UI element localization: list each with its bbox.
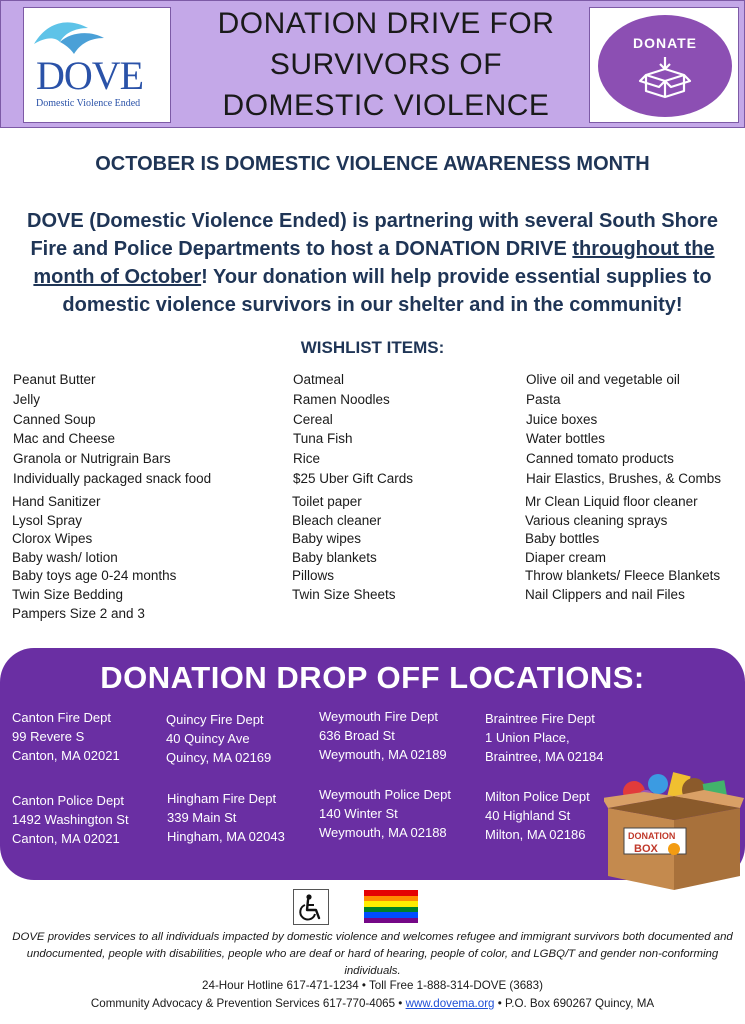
list-item: Peanut Butter [13, 372, 96, 387]
list-item: Twin Size Bedding [12, 586, 124, 602]
donate-circle [598, 15, 732, 117]
location-card [167, 789, 285, 846]
intro-underlined: throughout the month of October [33, 238, 715, 288]
location-name: Hingham Fire Dept [167, 791, 277, 806]
website-link[interactable]: www.dovema.org [405, 997, 495, 1010]
location-street: 1 Union Place, [485, 730, 570, 745]
location-city: Quincy, MA 02169 [166, 750, 272, 765]
wishlist-title: WISHLIST ITEMS: [300, 338, 445, 357]
donate-badge [589, 7, 739, 123]
location-city: Braintree, MA 02184 [485, 749, 604, 764]
list-item: Baby bottles [525, 531, 600, 547]
location-street: 140 Winter St [319, 806, 398, 821]
wishlist-food-col-2 [293, 370, 413, 489]
list-item: Jelly [13, 391, 41, 407]
list-item: Canned tomato products [526, 451, 674, 467]
list-item: Twin Size Sheets [292, 586, 396, 602]
list-item: Water bottles [526, 431, 606, 447]
list-item: Baby toys age 0-24 months [12, 568, 177, 584]
pride-flag-icon [364, 890, 418, 923]
list-item: Clorox Wipes [12, 531, 93, 547]
list-item: Granola or Nutrigrain Bars [13, 451, 171, 467]
awareness-heading: OCTOBER IS DOMESTIC VIOLENCE AWARENESS MONTH [95, 153, 650, 175]
list-item: Olive oil and vegetable oil [526, 372, 680, 387]
list-item: Pillows [292, 568, 335, 584]
location-name: Braintree Fire Dept [485, 711, 595, 726]
list-item: Pampers Size 2 and 3 [12, 605, 145, 621]
location-name: Weymouth Police Dept [319, 787, 451, 802]
list-item: Toilet paper [292, 494, 362, 509]
logo-subtitle: Domestic Violence Ended [36, 98, 141, 109]
list-item: Juice boxes [526, 411, 598, 427]
wishlist-supplies-col-1 [12, 493, 176, 623]
contact-suffix: • P.O. Box 690267 Quincy, MA [494, 997, 655, 1010]
location-card [485, 709, 604, 766]
list-item: Individually packaged snack food [13, 470, 212, 486]
location-street: 339 Main St [167, 810, 237, 825]
list-item: Tuna Fish [293, 431, 353, 447]
title-line-2: SURVIVORS OF [269, 48, 503, 81]
wishlist-food-col-1 [13, 370, 211, 489]
contact-prefix: Community Advocacy & Prevention Services 617-770-4065 • [90, 997, 406, 1010]
list-item: Hair Elastics, Brushes, & Combs [526, 470, 722, 486]
location-city: Canton, MA 02021 [12, 748, 120, 763]
title-line-1: DONATION DRIVE FOR [217, 7, 555, 40]
hotline-line: 24-Hour Hotline 617-471-1234 • Toll Free 1-888-314-DOVE (3683) [202, 979, 543, 992]
location-card [12, 708, 120, 765]
location-street: 40 Highland St [485, 808, 571, 823]
inclusion-badges [0, 887, 745, 927]
location-city: Milton, MA 02186 [485, 827, 586, 842]
wishlist-food-col-3 [526, 370, 721, 489]
box-label-box: BOX [634, 843, 658, 855]
page-title [181, 3, 591, 126]
location-city: Weymouth, MA 02188 [319, 825, 447, 840]
wishlist-supplies-col-3 [525, 493, 720, 605]
list-item: Various cleaning sprays [525, 512, 668, 528]
title-line-3: DOMESTIC VIOLENCE [222, 89, 550, 122]
location-street: 636 Broad St [319, 728, 395, 743]
location-card [166, 710, 271, 767]
list-item: Baby blankets [292, 549, 377, 565]
list-item: Ramen Noodles [293, 391, 390, 407]
location-name: Milton Police Dept [485, 789, 590, 804]
location-name: Canton Fire Dept [12, 710, 111, 725]
location-city: Canton, MA 02021 [12, 831, 120, 846]
dove-logo [23, 7, 171, 123]
list-item: Bleach cleaner [292, 512, 382, 528]
intro-part-1: DOVE (Domestic Violence Ended) is partnering with several South Shore Fire and Police Departments to host a DONATION DRIVE [27, 210, 718, 260]
list-item: Throw blankets/ Fleece Blankets [525, 568, 721, 584]
location-name: Canton Police Dept [12, 793, 125, 808]
list-item: Baby wipes [292, 531, 362, 547]
location-card [319, 707, 447, 764]
donate-label: DONATE [632, 35, 698, 51]
location-card [485, 787, 590, 844]
list-item: Pasta [526, 391, 561, 407]
logo-wordmark: DOVE [36, 53, 144, 98]
location-city: Hingham, MA 02043 [167, 829, 285, 844]
location-street: 1492 Washington St [12, 812, 129, 827]
list-item: Diaper cream [525, 549, 607, 565]
intro-paragraph [10, 207, 735, 319]
locations-title: DONATION DROP OFF LOCATIONS: [100, 660, 645, 695]
list-item: Cereal [293, 411, 333, 427]
location-city: Weymouth, MA 02189 [319, 747, 447, 762]
intro-part-2: ! Your donation will help provide essential supplies to domestic violence survivors in our shelter and in the community! [62, 266, 712, 316]
box-label-donation: DONATION [628, 831, 676, 841]
header-band [0, 0, 745, 128]
wheelchair-accessible-icon [293, 889, 329, 925]
location-name: Quincy Fire Dept [166, 712, 264, 727]
list-item: Oatmeal [293, 372, 345, 387]
list-item: Hand Sanitizer [12, 494, 101, 509]
list-item: $25 Uber Gift Cards [293, 470, 414, 486]
list-item: Baby wash/ lotion [12, 549, 118, 565]
inclusion-statement: DOVE provides services to all individuals impacted by domestic violence and welcomes refugee and immigrant survivors both documented and undocumented, people with disabilities, people who are deaf or hard of hearing, people of color, and LGBQ/T and gender non-conforming individuals. [12, 931, 733, 977]
list-item: Canned Soup [13, 411, 96, 427]
list-item: Rice [293, 451, 321, 467]
location-name: Weymouth Fire Dept [319, 709, 438, 724]
donation-box-icon [638, 55, 692, 99]
list-item: Nail Clippers and nail Files [525, 586, 685, 602]
list-item: Mr Clean Liquid floor cleaner [525, 494, 698, 509]
list-item: Lysol Spray [12, 512, 83, 528]
location-card [12, 791, 129, 848]
contact-line [0, 997, 745, 1010]
wishlist-supplies-col-2 [292, 493, 396, 605]
location-card [319, 785, 451, 842]
donation-box-illustration [604, 768, 744, 890]
location-street: 40 Quincy Ave [166, 731, 250, 746]
location-street: 99 Revere S [12, 729, 85, 744]
list-item: Mac and Cheese [13, 431, 116, 447]
